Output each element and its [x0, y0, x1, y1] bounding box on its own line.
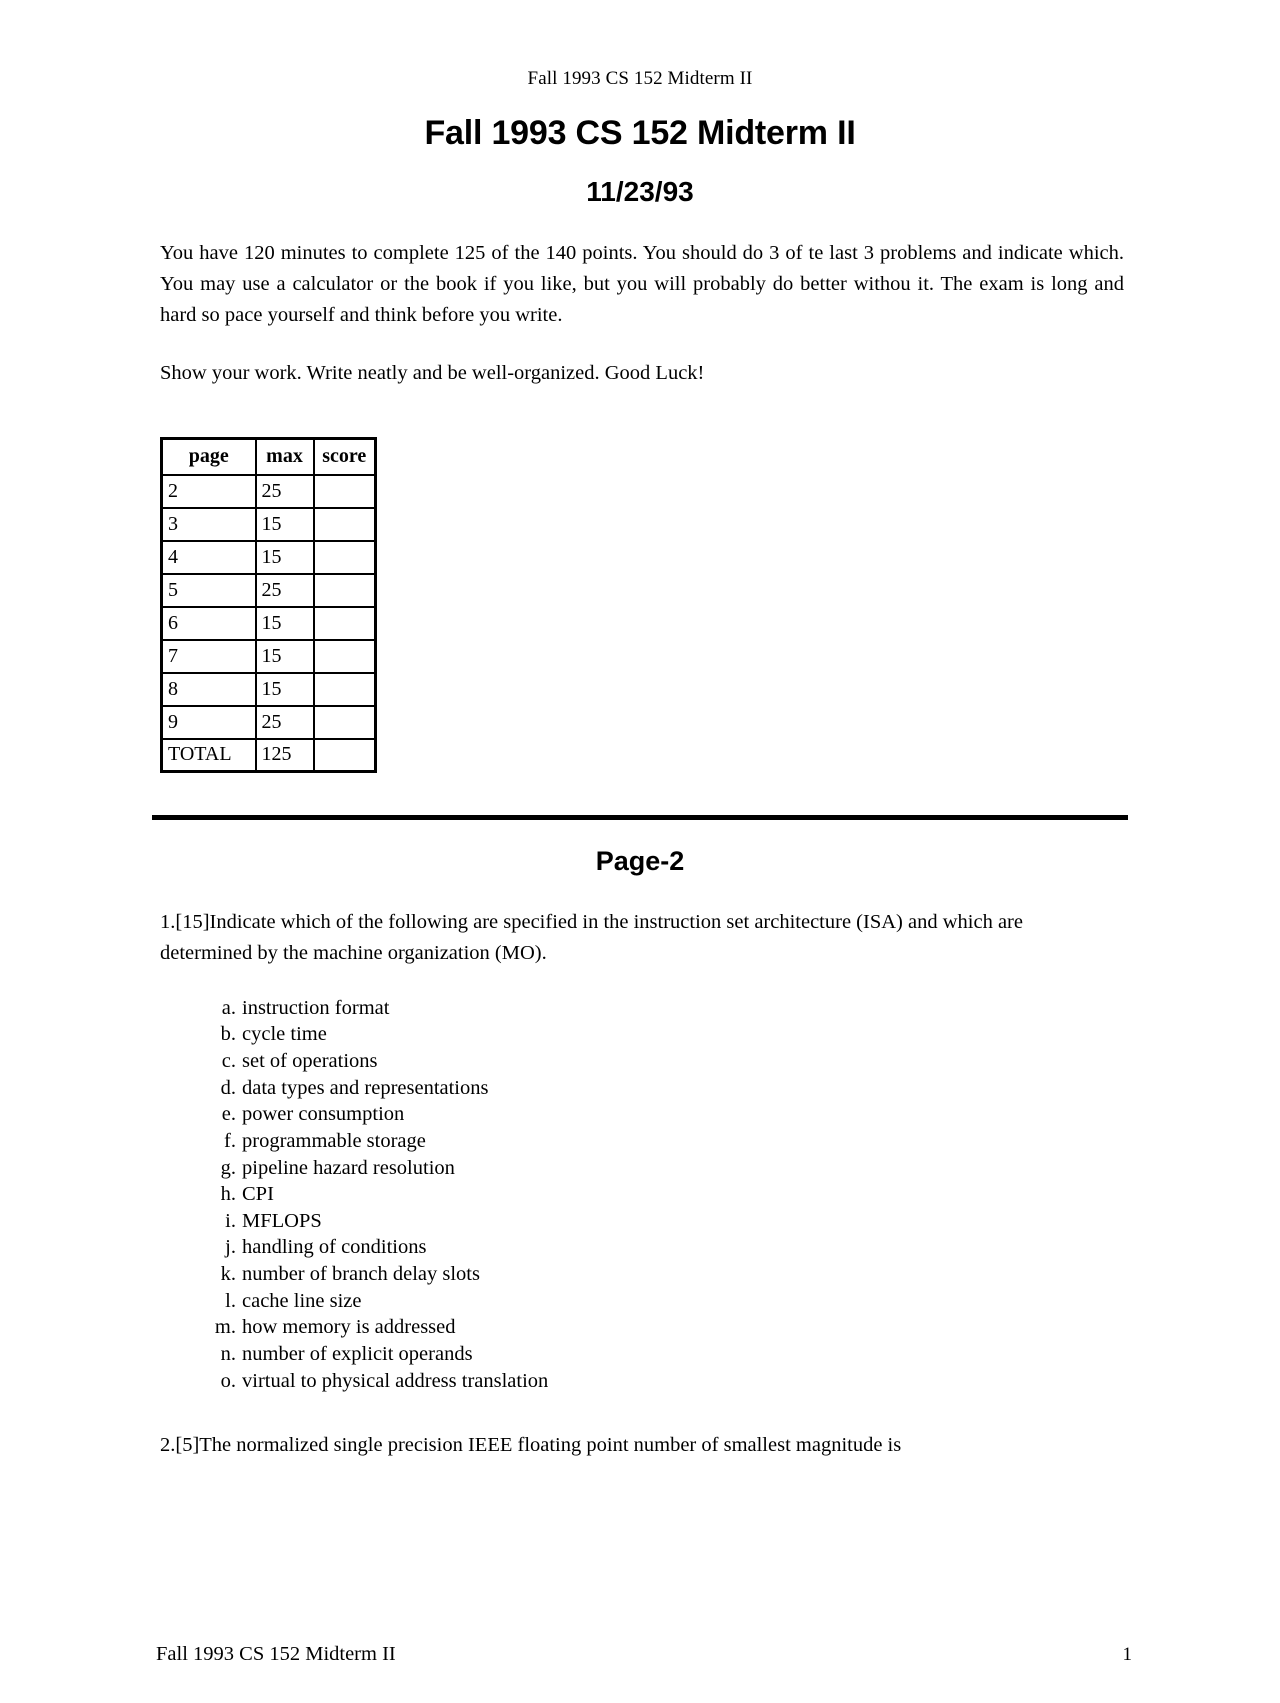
table-row — [162, 574, 376, 607]
list-item-label: programmable storage — [242, 1129, 426, 1152]
page-footer — [0, 1583, 1280, 1703]
column-header-score: score — [314, 439, 376, 475]
cell-page: 9 — [162, 706, 256, 739]
cell-max-total: 125 — [256, 739, 314, 772]
question-1-options — [152, 995, 1128, 1395]
list-item-label: number of explicit operands — [242, 1343, 473, 1366]
question-1-text: 1.[15]Indicate which of the following are specified in the instruction set architecture (ISA) and which are determined by the machine organization (MO). — [160, 911, 1023, 964]
list-marker: e. — [221, 1103, 236, 1126]
list-item — [152, 1208, 1128, 1235]
cell-max: 15 — [256, 640, 314, 673]
cell-page: 2 — [162, 475, 256, 508]
list-item-label: pipeline hazard resolution — [242, 1156, 455, 1179]
cell-page: 8 — [162, 673, 256, 706]
score-table-container — [152, 437, 1128, 773]
cell-score[interactable] — [314, 541, 376, 574]
list-item — [152, 1021, 1128, 1048]
list-marker: i. — [225, 1209, 236, 1232]
cell-page: 7 — [162, 640, 256, 673]
list-item-label: how memory is addressed — [242, 1316, 456, 1339]
list-marker: j. — [225, 1236, 236, 1259]
list-item-label: number of branch delay slots — [242, 1263, 480, 1286]
cell-score[interactable] — [314, 607, 376, 640]
list-item-label: set of operations — [242, 1049, 378, 1072]
list-item-label: handling of conditions — [242, 1236, 427, 1259]
list-item-label: instruction format — [242, 996, 390, 1019]
cell-page: 4 — [162, 541, 256, 574]
cell-page: 5 — [162, 574, 256, 607]
list-marker: d. — [220, 1076, 236, 1099]
list-item-label: data types and representations — [242, 1076, 489, 1099]
cell-score-total[interactable] — [314, 739, 376, 772]
table-row-total — [162, 739, 376, 772]
list-item — [152, 1075, 1128, 1102]
list-marker: g. — [220, 1156, 236, 1179]
cell-page: 3 — [162, 508, 256, 541]
cell-max: 15 — [256, 673, 314, 706]
cell-score[interactable] — [314, 673, 376, 706]
list-item-label: CPI — [242, 1183, 274, 1206]
list-item — [152, 995, 1128, 1022]
question-2-text: 2.[5]The normalized single precision IEEE floating point number of smallest magnitude is — [160, 1434, 902, 1457]
list-marker: a. — [221, 996, 236, 1019]
cell-page: 6 — [162, 607, 256, 640]
list-item — [152, 1048, 1128, 1075]
column-header-max: max — [256, 439, 314, 475]
table-row — [162, 541, 376, 574]
cell-score[interactable] — [314, 508, 376, 541]
list-marker: m. — [214, 1316, 236, 1339]
horizontal-divider — [152, 815, 1128, 820]
document-content — [152, 238, 1128, 774]
list-marker: o. — [220, 1369, 236, 1392]
cell-max: 25 — [256, 475, 314, 508]
cell-max: 25 — [256, 706, 314, 739]
list-item — [152, 1155, 1128, 1182]
cell-score[interactable] — [314, 475, 376, 508]
cell-page-total: TOTAL — [162, 739, 256, 772]
footer-page-number: 1 — [1122, 1644, 1132, 1665]
running-header: Fall 1993 CS 152 Midterm II — [527, 68, 753, 89]
table-row — [162, 475, 376, 508]
score-table — [160, 437, 377, 773]
table-row — [162, 607, 376, 640]
list-marker: f. — [224, 1129, 236, 1152]
table-row — [162, 706, 376, 739]
list-item — [152, 1261, 1128, 1288]
table-row — [162, 508, 376, 541]
list-item-label: cache line size — [242, 1289, 362, 1312]
cell-max: 15 — [256, 607, 314, 640]
questions-content — [152, 907, 1128, 1461]
table-row — [162, 640, 376, 673]
exam-date: 11/23/93 — [586, 175, 694, 207]
list-item — [152, 1128, 1128, 1155]
list-marker: b. — [220, 1023, 236, 1046]
list-marker: l. — [225, 1289, 236, 1312]
table-row — [162, 673, 376, 706]
list-item — [152, 1288, 1128, 1315]
cell-max: 25 — [256, 574, 314, 607]
list-item — [152, 1101, 1128, 1128]
list-marker: k. — [220, 1263, 236, 1286]
show-work-note: Show your work. Write neatly and be well-organized. Good Luck! — [160, 362, 705, 385]
cell-score[interactable] — [314, 706, 376, 739]
list-marker: n. — [220, 1343, 236, 1366]
list-item — [152, 1314, 1128, 1341]
cell-max: 15 — [256, 508, 314, 541]
list-item-label: MFLOPS — [242, 1209, 322, 1232]
list-marker: c. — [221, 1049, 236, 1072]
list-marker: h. — [220, 1183, 236, 1206]
cell-max: 15 — [256, 541, 314, 574]
cell-score[interactable] — [314, 640, 376, 673]
list-item — [152, 1181, 1128, 1208]
list-item — [152, 1234, 1128, 1261]
list-item-label: virtual to physical address translation — [242, 1369, 549, 1392]
section-heading: Page-2 — [595, 846, 685, 877]
page-title: Fall 1993 CS 152 Midterm II — [424, 113, 856, 152]
list-item — [152, 1341, 1128, 1368]
list-item — [152, 1368, 1128, 1395]
cell-score[interactable] — [314, 574, 376, 607]
column-header-page: page — [162, 439, 256, 475]
list-item-label: cycle time — [242, 1023, 327, 1046]
footer-title: Fall 1993 CS 152 Midterm II — [156, 1643, 396, 1665]
table-header-row — [162, 439, 376, 475]
intro-paragraph: You have 120 minutes to complete 125 of the 140 points. You should do 3 of te last 3 problems and indicate which. You may use a calculator or the book if you like, but you will probably do better withou it. The exam is long and hard so pace yourself and think before you write. — [160, 241, 1124, 326]
list-item-label: power consumption — [242, 1103, 405, 1126]
